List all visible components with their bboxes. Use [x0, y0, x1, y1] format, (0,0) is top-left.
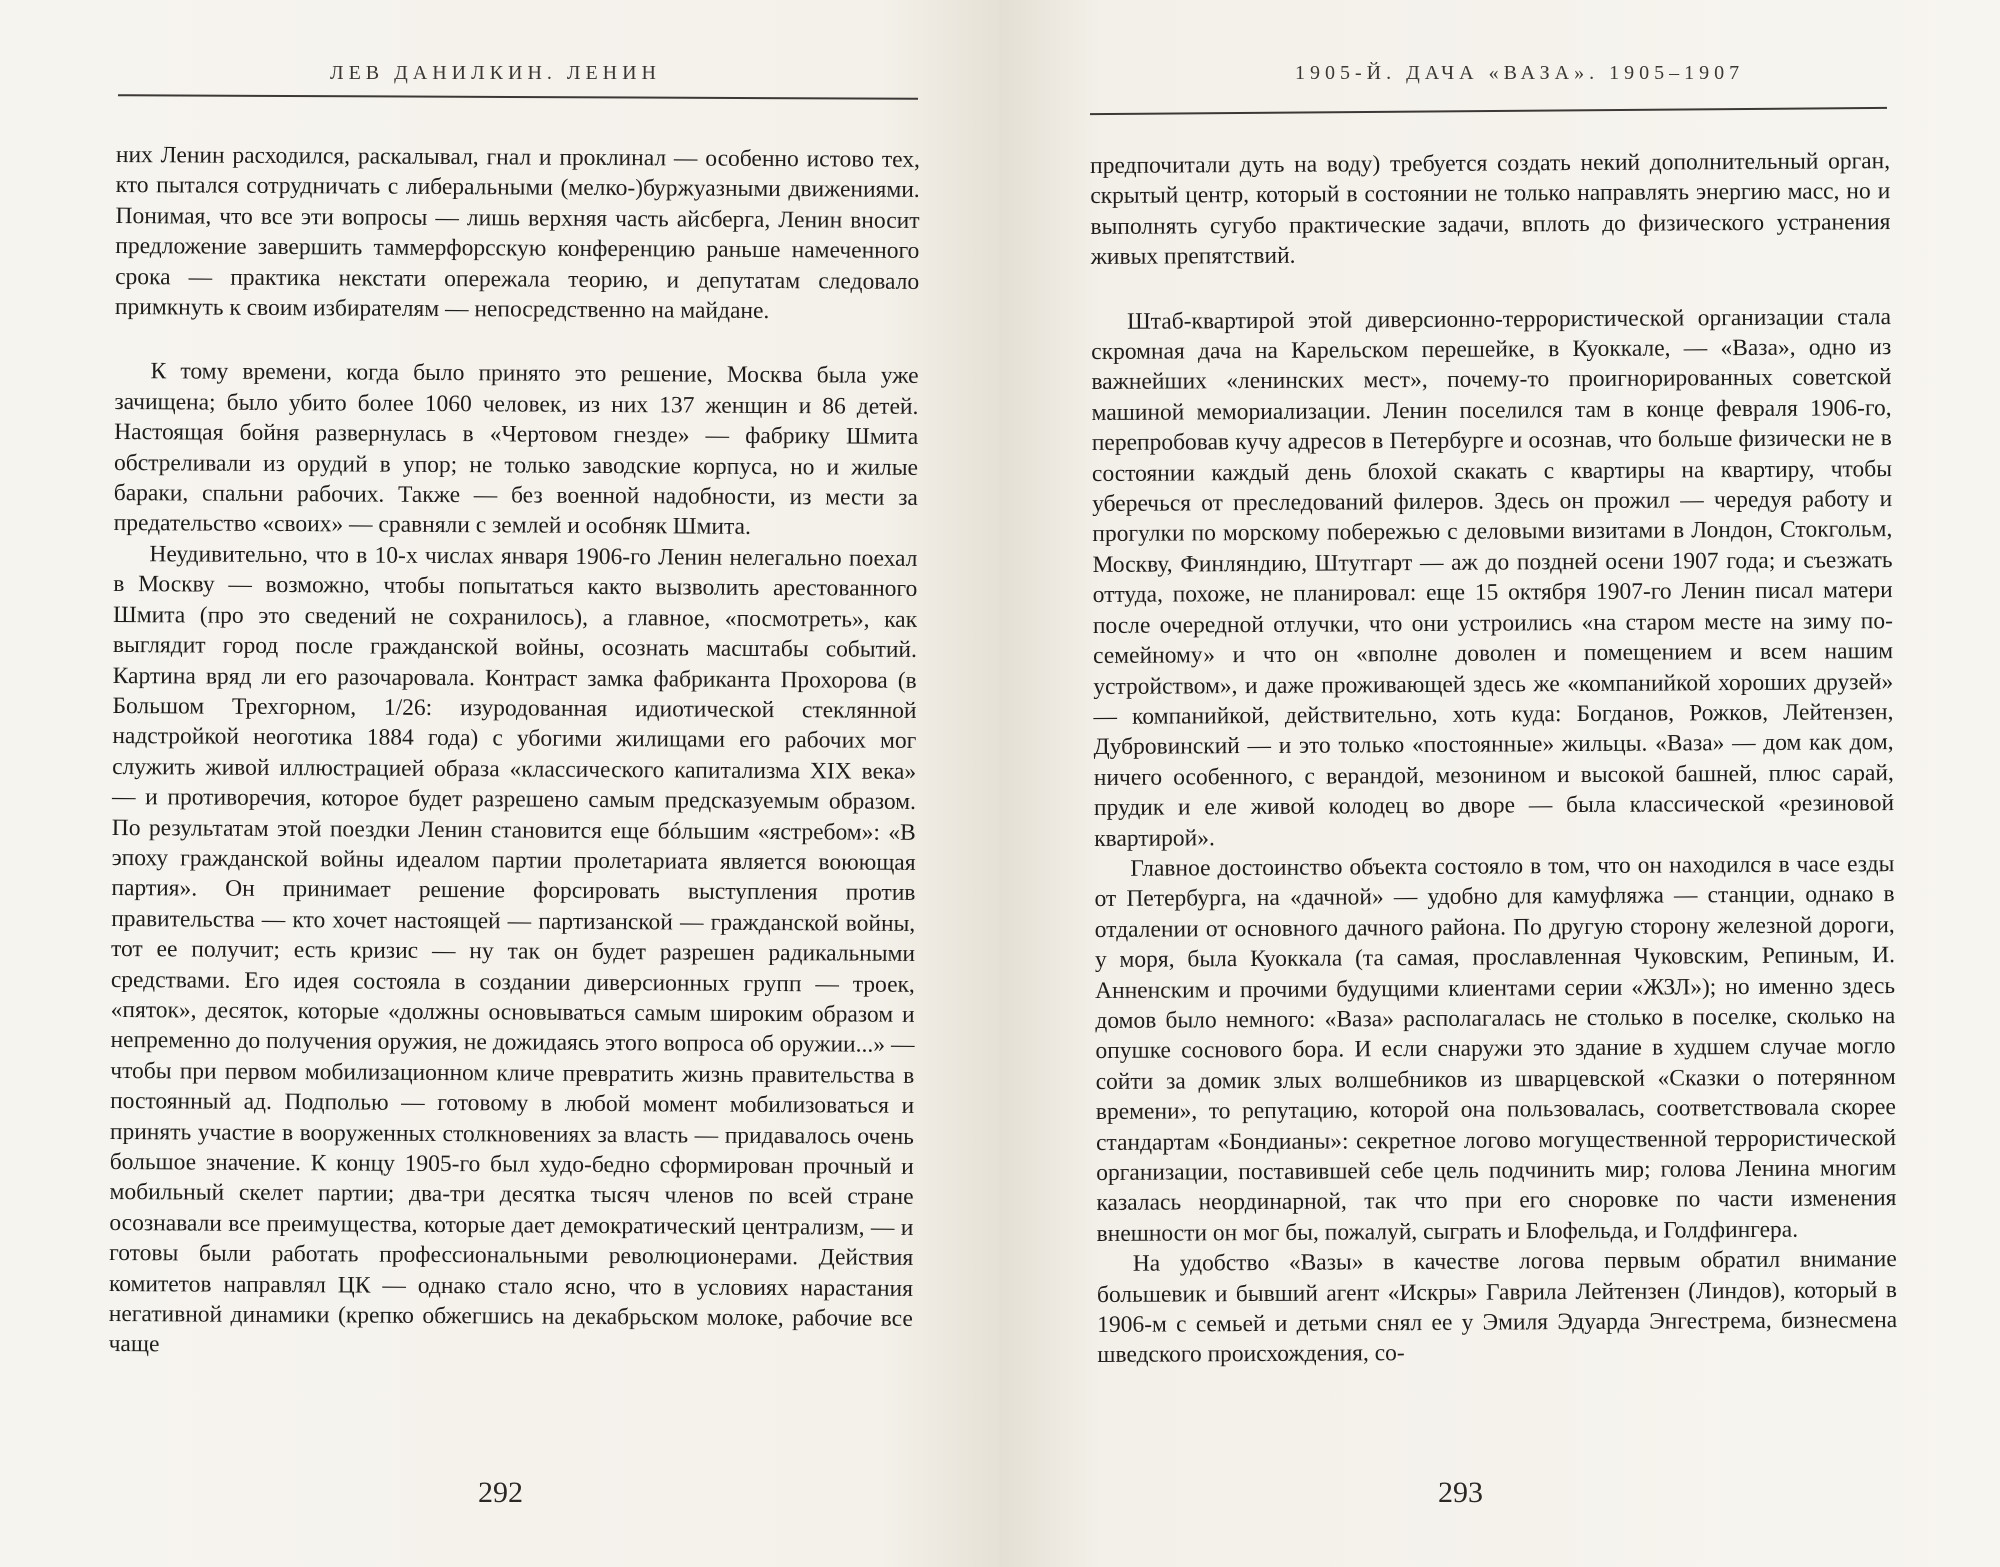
- right-page-number: 293: [1438, 1476, 1483, 1509]
- right-page-body: [1090, 146, 1897, 1371]
- right-running-head: 1905-Й. ДАЧА «ВАЗА». 1905–1907: [1295, 62, 1745, 84]
- left-page-number: 292: [478, 1476, 523, 1509]
- paragraph: На удобство «Вазы» в качестве логова первым обратил внимание большевик и бывший агент «Искры» Гаврила Лейтензен (Линдов), который в 1906-м с семьей и детьми снял ее у Эмиля Эдуарда Энгестрема, бизнесмена шведского происхождения, со-: [1096, 1246, 1898, 1369]
- right-page: [1000, 0, 2000, 1567]
- paragraph: К тому времени, когда было принято это решение, Москва была уже зачищена; было убито более 1060 человек, из них 137 женщин и 86 детей. Настоящая бойня развернулась в «Чертовом гнезде» — фабрику Шмита обстреливали из орудий в упор; не только заводские корпуса, но и жилые бараки, спальни рабочих. Также — без военной надобности, из мести за предательство «своих» — сравняли с землей и особняк Шмита.: [113, 358, 919, 541]
- paragraph: них Ленин расходился, раскалывал, гнал и проклинал — особенно истово тех, кто пытался сотрудничать с либеральными (мелко-)буржуазными движениями. Понимая, что все эти вопросы — лишь верхняя часть айсберга, Ленин вносит предложение завершить таммерфорсскую конференцию раньше намеченного срока — практика некстати опережала теорию, и депутатам следовало примкнуть к своим избирателям — непосредственно на майдане.: [114, 141, 920, 325]
- left-running-head: ЛЕВ ДАНИЛКИН. ЛЕНИН: [330, 62, 661, 84]
- left-header-rule: [118, 94, 918, 99]
- paragraph: Неудивительно, что в 10-х числах января 1906-го Ленин нелегально поехал в Москву — возможно, чтобы попытаться както вызволить арестованного Шмита (про это сведений не сохранилось), а главное, «посмотреть», как выглядит город после гражданской войны, осознать масштабы событий. Картина вряд ли его разочаровала. Контраст замка фабриканта Прохорова (в Большом Трехгорном, 1/26: изуродованная идиотической стеклянной надстройкой неоготика 1884 года) с убогими жилищами его рабочих мог служить живой иллюстрацией образа «классического капитализма XIX века» — и противоречия, которое будет разрешено самым предсказуемым образом. По результатам этой поездки Ленин становится еще бóльшим «ястребом»: «В эпоху гражданской войны идеалом партии пролетариата является воюющая партия». Он принимает решение форсировать выступления против правительства — кто хочет настоящей — партизанской — гражданской войны, тот ее получит; есть кризис — ну так он будет разрешен радикальными средствами. Его идея состояла в создании диверсионных групп — троек, «пяток», десяток, которые «должны основываться самым широким образом и непременно до получения оружия, не дожидаясь этого вопроса об оружии...» — чтобы при первом мобилизационном кличе превратить жизнь правительства в постоянный ад. Подполью — готовому в любой момент мобилизоваться и принять участие в вооруженных столкновениях за власть — придавалось очень большое значение. К концу 1905-го был худо-бедно сформирован прочный и мобильный скелет партии; два-три десятка тысяч членов по всей стране осознавали все преимущества, которые дает демократический централизм, — и готовы были работать профессиональными революционерами. Действия комитетов направлял ЦК — однако стало ясно, что в условиях нарастания негативной динамики (крепко обжегшись на декабрьском молоке, рабочие все чаще: [108, 541, 918, 1358]
- left-page-body: [109, 140, 920, 1365]
- paragraph: Штаб-квартирой этой диверсионно-террористической организации стала скромная дача на Карельском перешейке, в Куоккале, — «Ваза», одно из важнейших «ленинских мест», почему-то проигнорированных советской машиной мемориализации. Ленин поселился там в конце февраля 1906-го, перепробовав кучу адресов в Петербурге и осознав, что больше физически не в состоянии каждый день блохой скакать с квартиры на квартиру, чтобы уберечься от преследований филеров. Здесь он прожил — чередуя работу и прогулки по морскому побережью с деловыми визитами в Лондон, Стокгольм, Москву, Финляндию, Штутгарт — аж до поздней осени 1907 года; и съезжать оттуда, похоже, не планировал: еще 15 октября 1907-го Ленин писал матери после очередной отлучки, что они устроились «на старом месте на зиму по-семейному» и что он «вполне доволен и помещением и всем нашим устройством», и даже проживающей здесь же «компанийкой хороших друзей» — компанийкой, действительно, хоть куда: Богданов, Рожков, Лейтензен, Дубровинский — и это только «постоянные» жильцы. «Ваза» — дом как дом, ничего особенного, с верандой, мезонином и высокой башней, плюс сарай, прудик и еле живой колодец во дворе — была классической «резиновой квартирой».: [1091, 303, 1895, 852]
- paragraph: Главное достоинство объекта состояло в том, что он находился в часе езды от Петербурга, на «дачной» — удобно для камуфляжа — станции, однако в отдалении от основного дачного района. По другую сторону железной дороги, у моря, была Куоккала (та самая, прославленная Чуковским, Репиным, И. Анненским и прочими будущими клиентами серии «ЖЗЛ»); но именно здесь домов было немного: «Ваза» располагалась не столько в поселке, сколько на опушке соснового бора. И если снаружи это здание в худшем случае могло сойти за домик злых волшебников из шварцевской «Сказки о потерянном времени», то репутацию, которой она пользовалась, соответствовала скорее стандартам «Бондианы»: секретное логово могущественной террористической организации, поставившей себе цель подчинить мир; голова Ленина многим казалась неординарной, так что при его сноровке по части изменения внешности он мог бы, пожалуй, сыграть и Блофельда, и Голдфингера.: [1094, 851, 1897, 1247]
- right-header-rule: [1090, 107, 1887, 115]
- paragraph: предпочитали дуть на воду) требуется создать некий дополнительный орган, скрытый центр, который в состоянии не только направлять энергию масс, но и выполнять сугубо практические задачи, вплоть до физического устранения живых препятствий.: [1090, 148, 1891, 271]
